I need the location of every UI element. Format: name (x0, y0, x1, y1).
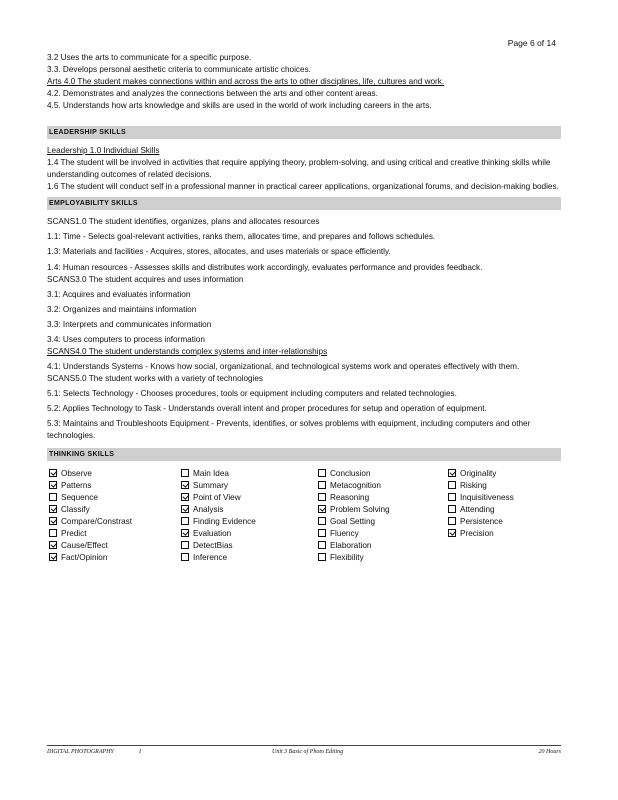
checklist-item[interactable] (318, 515, 448, 527)
leadership-item-1-6: 1.6 The student will conduct self in a professional manner in practical career applications, organizational forums, and decision-making bodies. (47, 182, 559, 191)
unchecked-checkbox[interactable] (318, 553, 326, 561)
checklist-label: Main Idea (193, 468, 229, 478)
arts-standards (47, 52, 561, 112)
checklist-item[interactable] (49, 503, 181, 515)
checked-checkbox[interactable] (181, 505, 189, 513)
checklist-label: Problem Solving (330, 504, 390, 514)
footer-course: DIGITAL PHOTOGRAPHY (47, 749, 114, 755)
scans-5-heading: SCANS5.0 The student works with a variety of technologies (47, 374, 264, 383)
leadership-skills-header: LEADERSHIP SKILLS (47, 126, 561, 139)
footer-level: I (139, 749, 141, 755)
checked-checkbox[interactable] (181, 529, 189, 537)
arts-line-3-3: 3.3. Develops personal aesthetic criteria to communicate artistic choices. (47, 65, 311, 74)
checklist-label: Classify (61, 504, 90, 514)
checked-checkbox[interactable] (49, 469, 57, 477)
unchecked-checkbox[interactable] (318, 529, 326, 537)
unchecked-checkbox[interactable] (318, 517, 326, 525)
checklist-label: Conclusion (330, 468, 371, 478)
checked-checkbox[interactable] (448, 469, 456, 477)
unchecked-checkbox[interactable] (181, 517, 189, 525)
unchecked-checkbox[interactable] (318, 541, 326, 549)
checklist-item[interactable] (448, 527, 558, 539)
scans-3-4: 3.4: Uses computers to process information (47, 335, 205, 344)
checklist-item[interactable] (318, 539, 448, 551)
arts-line-4-2: 4.2. Demonstrates and analyzes the connections between the arts and other content areas. (47, 89, 378, 98)
checked-checkbox[interactable] (49, 505, 57, 513)
scans-4-1: 4.1: Understands Systems - Knows how social, organizational, and technological systems work and operates effectively with them. (47, 362, 520, 371)
checklist-column-4 (448, 467, 558, 563)
checklist-label: Summary (193, 480, 229, 490)
checklist-item[interactable] (448, 479, 558, 491)
scans-1-4: 1.4: Human resources - Assesses skills and distributes work accordingly, evaluates performance and provides feedback. (47, 263, 483, 272)
unchecked-checkbox[interactable] (181, 553, 189, 561)
unchecked-checkbox[interactable] (49, 493, 57, 501)
checklist-label: Risking (460, 480, 487, 490)
checklist-label: Analysis (193, 504, 224, 514)
checklist-item[interactable] (49, 515, 181, 527)
checklist-item[interactable] (181, 467, 318, 479)
checklist-label: Precision (460, 528, 494, 538)
scans-1-heading: SCANS1.0 The student identifies, organizes, plans and allocates resources (47, 217, 320, 226)
checklist-item[interactable] (181, 515, 318, 527)
checklist-item[interactable] (448, 491, 558, 503)
unchecked-checkbox[interactable] (318, 469, 326, 477)
checklist-item[interactable] (49, 527, 181, 539)
checklist-item[interactable] (49, 539, 181, 551)
checklist-column-1 (47, 467, 181, 563)
checklist-item[interactable] (181, 503, 318, 515)
checklist-label: Metacognition (330, 480, 381, 490)
checklist-label: Patterns (61, 480, 92, 490)
checked-checkbox[interactable] (181, 493, 189, 501)
checklist-item[interactable] (181, 551, 318, 563)
checklist-label: Originality (460, 468, 497, 478)
checklist-label: Point of View (193, 492, 241, 502)
checklist-label: Evaluation (193, 528, 232, 538)
page-content (47, 52, 561, 563)
scans-3-3: 3.3: Interprets and communicates information (47, 320, 212, 329)
scans-5-1: 5.1: Selects Technology - Chooses procedures, tools or equipment including computers and related technologies. (47, 389, 457, 398)
checklist-item[interactable] (49, 491, 181, 503)
checklist-label: Goal Setting (330, 516, 376, 526)
scans-1-3: 1.3: Materials and facilities - Acquires, stores, allocates, and uses materials or space efficiently. (47, 247, 391, 256)
checklist-item[interactable] (318, 527, 448, 539)
arts-line-3-2: 3.2 Uses the arts to communicate for a specific purpose. (47, 53, 252, 62)
checklist-item[interactable] (49, 551, 181, 563)
checklist-item[interactable] (448, 515, 558, 527)
checklist-label: Fact/Opinion (61, 552, 108, 562)
arts-4-heading: Arts 4.0 The student makes connections within and across the arts to other disciplines, life, cultures and work. (47, 77, 445, 86)
scans-3-2: 3.2: Organizes and maintains information (47, 305, 197, 314)
scans-4-heading: SCANS4.0 The student understands complex systems and inter-relationships (47, 347, 328, 356)
leadership-title: Leadership 1.0 Individual Skills (47, 146, 160, 155)
checklist-item[interactable] (448, 503, 558, 515)
checklist-label: Inference (193, 552, 228, 562)
checklist-item[interactable] (181, 491, 318, 503)
checked-checkbox[interactable] (49, 541, 57, 549)
checklist-label: Persistence (460, 516, 503, 526)
checklist-item[interactable] (448, 467, 558, 479)
checklist-item[interactable] (181, 479, 318, 491)
checklist-label: Observe (61, 468, 92, 478)
checklist-label: Attending (460, 504, 495, 514)
checklist-label: Predict (61, 528, 87, 538)
unchecked-checkbox[interactable] (181, 541, 189, 549)
checklist-column-3 (318, 467, 448, 563)
leadership-item-1-4: 1.4 The student will be involved in activities that require applying theory, problem-solving, and using critical and creative thinking skills while understanding outcomes of related decisions. (47, 158, 551, 179)
checklist-item[interactable] (318, 479, 448, 491)
unchecked-checkbox[interactable] (49, 529, 57, 537)
checked-checkbox[interactable] (49, 517, 57, 525)
checklist-label: Flexibility (330, 552, 364, 562)
thinking-skills-header: THINKING SKILLS (47, 448, 561, 461)
checklist-label: Cause/Effect (61, 540, 108, 550)
footer-unit: Unit 3 Basic of Photo Editing (272, 749, 344, 755)
checklist-item[interactable] (318, 467, 448, 479)
checklist-item[interactable] (181, 539, 318, 551)
unchecked-checkbox[interactable] (318, 481, 326, 489)
checklist-label: Inquisitiveness (460, 492, 514, 502)
unchecked-checkbox[interactable] (181, 469, 189, 477)
checklist-label: Finding Evidence (193, 516, 256, 526)
footer-hours: 20 Hours (538, 749, 561, 755)
unchecked-checkbox[interactable] (448, 505, 456, 513)
scans-5-2: 5.2: Applies Technology to Task - Understands overall intent and proper procedures for setup and operation of equipment. (47, 404, 487, 413)
checklist-item[interactable] (49, 479, 181, 491)
checklist-label: Fluency (330, 528, 359, 538)
arts-line-4-5: 4.5. Understands how arts knowledge and skills are used in the world of work including careers in the arts. (47, 101, 432, 110)
unchecked-checkbox[interactable] (448, 481, 456, 489)
checked-checkbox[interactable] (448, 529, 456, 537)
unchecked-checkbox[interactable] (448, 493, 456, 501)
page-number: Page 6 of 14 (507, 38, 556, 48)
checked-checkbox[interactable] (318, 505, 326, 513)
checked-checkbox[interactable] (49, 481, 57, 489)
checklist-label: Sequence (61, 492, 98, 502)
checklist-column-2 (181, 467, 318, 563)
unchecked-checkbox[interactable] (448, 517, 456, 525)
checklist-label: DetectBias (193, 540, 233, 550)
checklist-item[interactable] (49, 467, 181, 479)
checked-checkbox[interactable] (49, 553, 57, 561)
checklist-label: Reasoning (330, 492, 370, 502)
checklist-item[interactable] (318, 503, 448, 515)
thinking-skills-checklist (47, 467, 561, 563)
unchecked-checkbox[interactable] (318, 493, 326, 501)
footer-divider (47, 745, 561, 746)
employability-skills-header: EMPLOYABILITY SKILLS (47, 197, 561, 210)
scans-3-heading: SCANS3.0 The student acquires and uses information (47, 275, 244, 284)
checklist-item[interactable] (318, 551, 448, 563)
scans-5-3: 5.3: Maintains and Troubleshoots Equipment - Prevents, identifies, or solves problems with equipment, including computers and other technologies. (47, 419, 531, 440)
scans-3-1: 3.1: Acquires and evaluates information (47, 290, 191, 299)
checklist-item[interactable] (181, 527, 318, 539)
checklist-item[interactable] (318, 491, 448, 503)
checked-checkbox[interactable] (181, 481, 189, 489)
checklist-label: Elaboration (330, 540, 372, 550)
scans-1-1: 1.1: Time - Selects goal-relevant activities, ranks them, allocates time, and prepares and follows schedules. (47, 232, 436, 241)
checklist-label: Compare/Constrast (61, 516, 132, 526)
